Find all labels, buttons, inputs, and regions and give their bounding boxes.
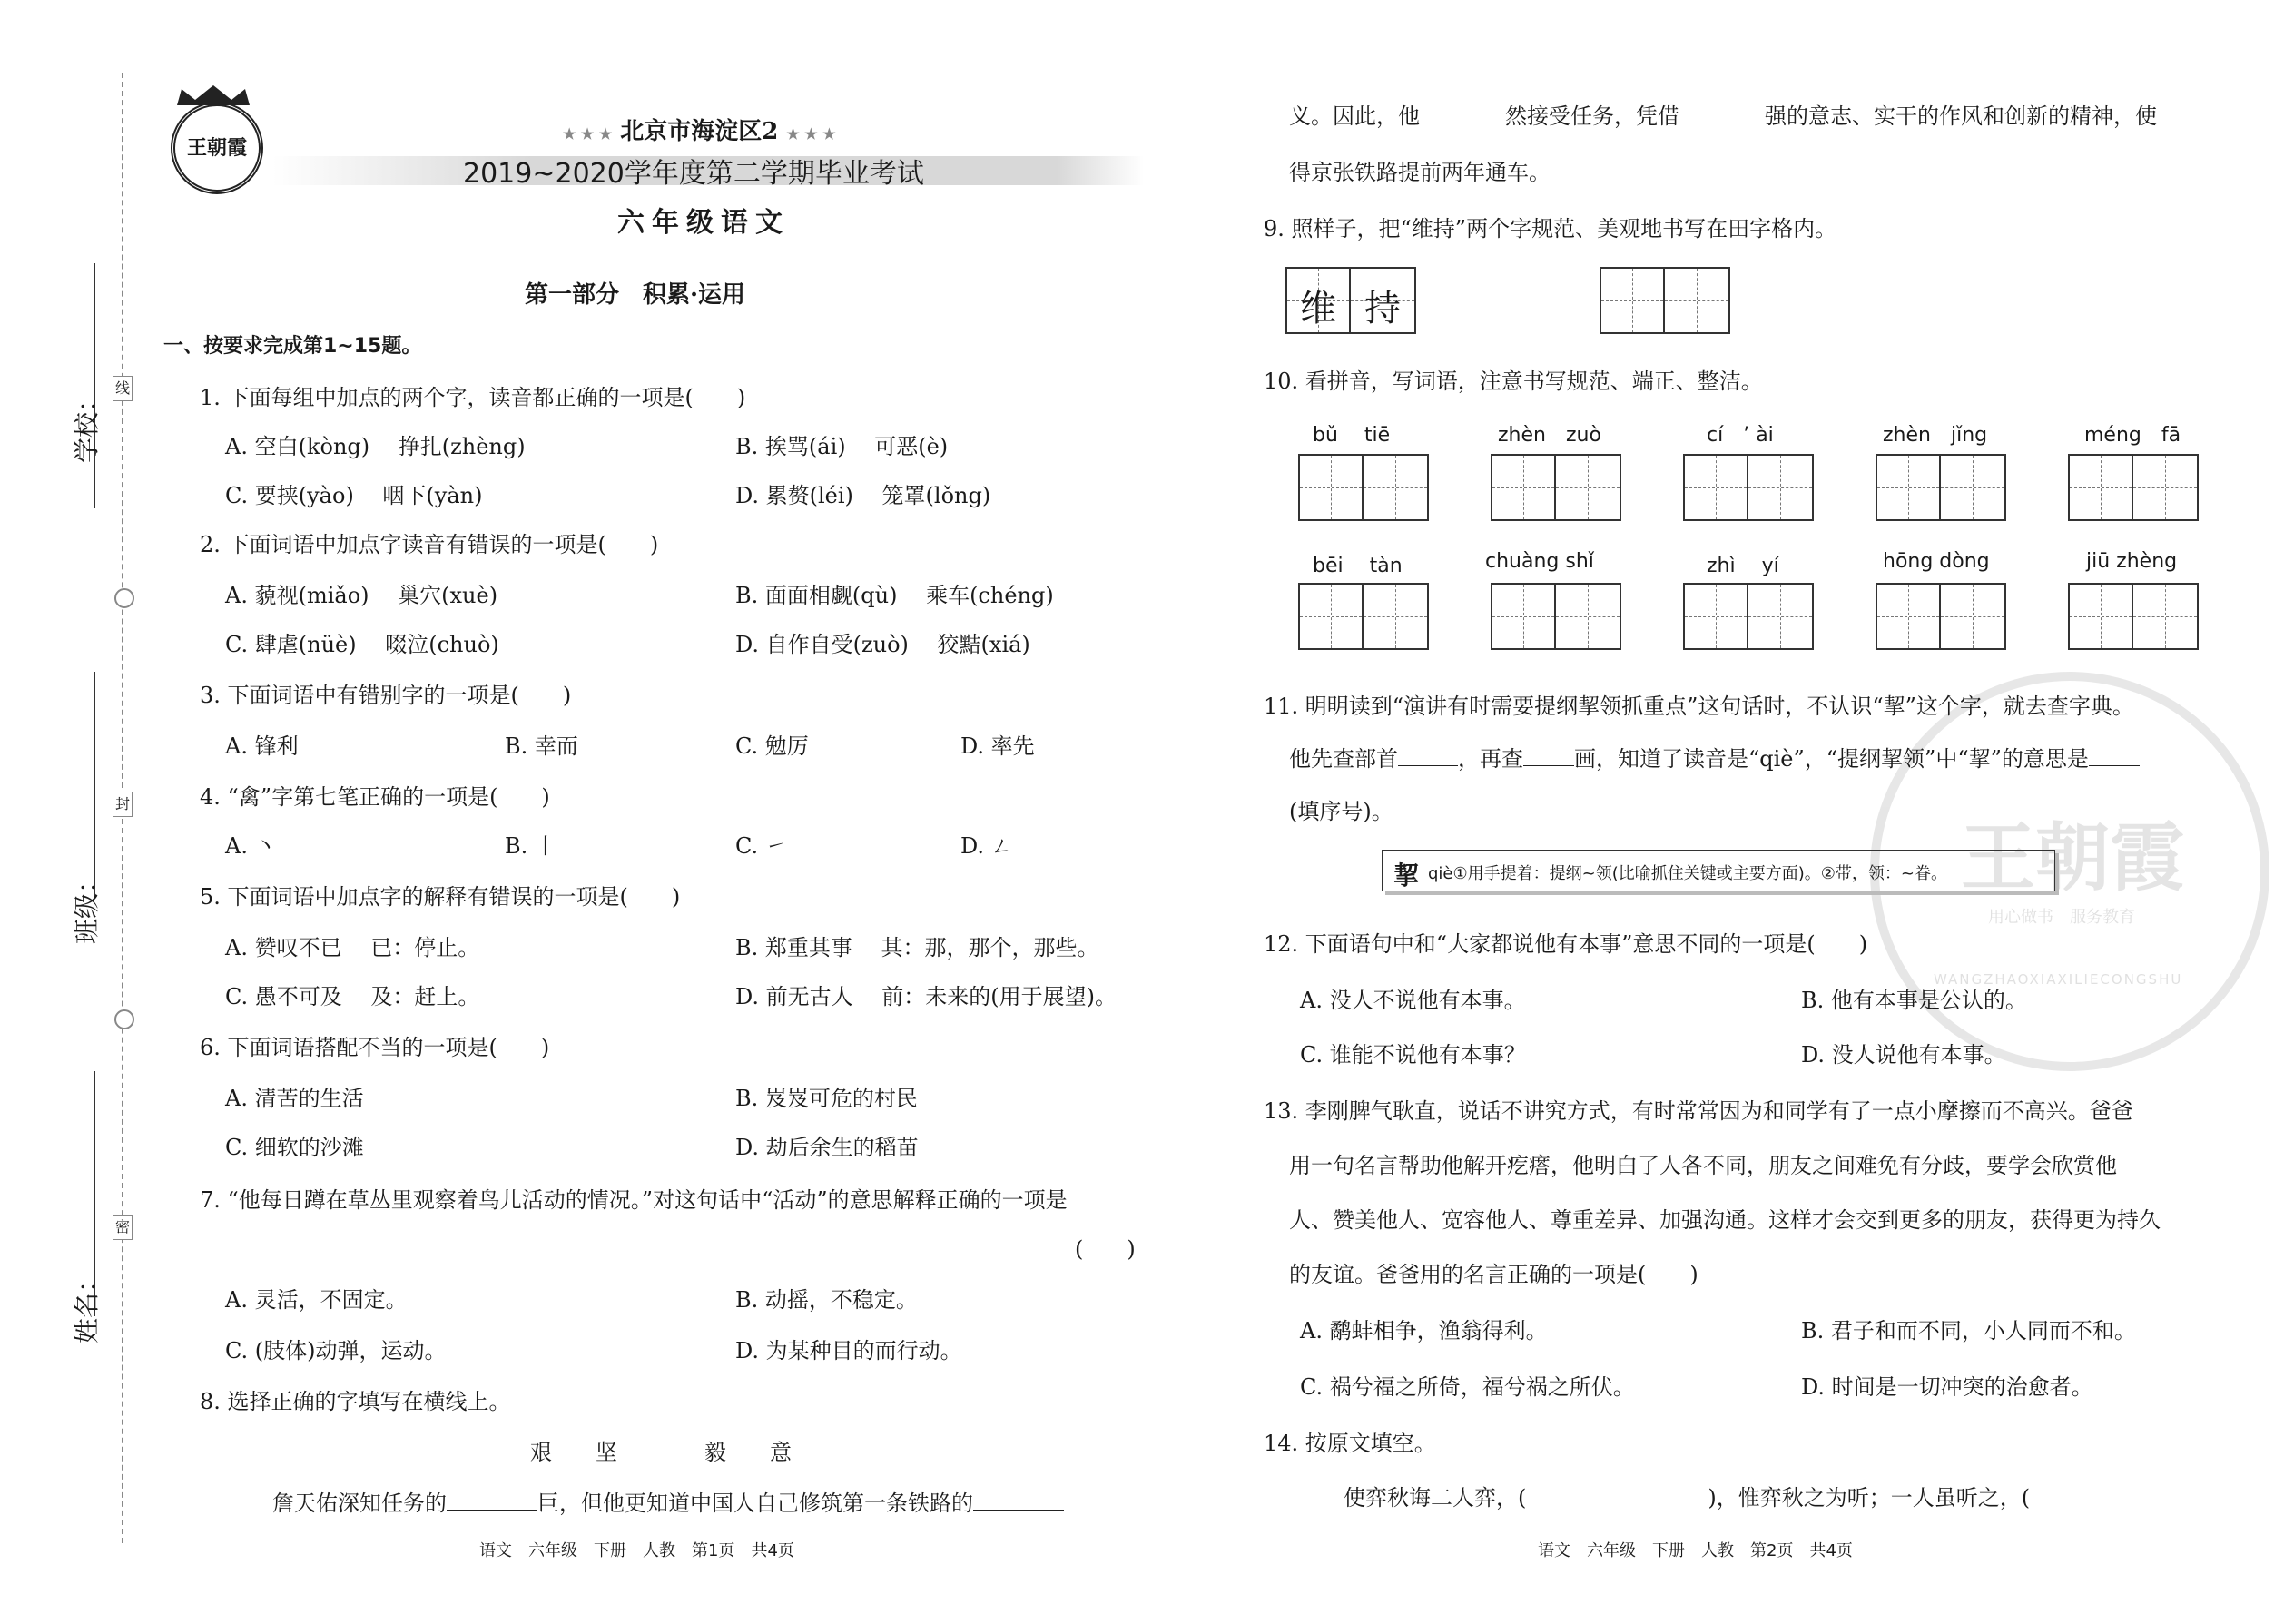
q9-sample-char-2: 持	[1364, 288, 1401, 330]
q5-option-b[interactable]: B. 郑重其事 其：那，那个，那些。	[735, 935, 1099, 960]
q2-option-a[interactable]: A. 藐视(miǎo) 巢穴(xuè)	[225, 583, 498, 608]
q10-grid-4[interactable]	[1876, 454, 2006, 521]
q11-text-b: ，再查	[1458, 746, 1523, 772]
q7-answer-paren[interactable]: ( )	[1075, 1236, 1136, 1262]
q1-option-a[interactable]: A. 空白(kòng) 挣扎(zhèng)	[225, 434, 526, 459]
exam-title: 2019~2020学年度第二学期毕业考试	[463, 158, 924, 190]
q8-blank-4[interactable]	[1679, 103, 1765, 123]
question-13-line3: 人、赞美他人、宽容他人、尊重差异、加强沟通。这样才会交到更多的朋友，获得更为持久	[1289, 1207, 2161, 1233]
region-text: 北京市海淀区2	[620, 118, 779, 145]
region-title	[563, 113, 836, 146]
q10-pinyin-4: zhèn jǐng	[1883, 424, 1988, 447]
q8-text-part2: 巨，但他更知道中国人自己修筑第一条铁路的	[537, 1491, 973, 1516]
binding-hole-icon	[114, 588, 134, 608]
q10-grid-7[interactable]	[1491, 583, 1621, 650]
q10-grid-6[interactable]	[1298, 583, 1429, 650]
part-title: 第一部分 积累·运用	[525, 281, 746, 309]
q3-option-c[interactable]: C. 勉厉	[735, 733, 809, 759]
question-5-stem: 5. 下面词语中加点字的解释有错误的一项是( )	[200, 884, 681, 910]
q10-pinyin-3: cí ’ ài	[1707, 424, 1774, 447]
q9-answer-grid[interactable]	[1600, 267, 1730, 334]
dictionary-definition: qiè①用手提着：提纲~领(比喻抓住关键或主要方面)。②带，领：~眷。	[1428, 864, 1947, 883]
q13-option-b[interactable]: B. 君子和而不同，小人同而不和。	[1801, 1318, 2136, 1343]
q13-option-c[interactable]: C. 祸兮福之所倚，福兮祸之所伏。	[1300, 1374, 1635, 1400]
q10-grid-10[interactable]	[2068, 583, 2199, 650]
q3-option-d[interactable]: D. 率先	[960, 733, 1035, 759]
q8c-text-b: 然接受任务，凭借	[1505, 103, 1679, 129]
q1-option-d[interactable]: D. 累赘(léi) 笼罩(lǒng)	[735, 483, 991, 508]
q12-option-c[interactable]: C. 谁能不说他有本事？	[1300, 1042, 1526, 1068]
q7-option-c[interactable]: C. (肢体)动弹，运动。	[225, 1338, 447, 1363]
q7-option-d[interactable]: D. 为某种目的而行动。	[735, 1338, 962, 1363]
q10-grid-9[interactable]	[1876, 583, 2006, 650]
binding-hole-icon	[114, 1009, 134, 1029]
q3-option-b[interactable]: B. 幸而	[505, 733, 578, 759]
q10-grid-5[interactable]	[2068, 454, 2199, 521]
question-3-stem: 3. 下面词语中有错别字的一项是( )	[200, 683, 572, 708]
q10-grid-2[interactable]	[1491, 454, 1621, 521]
q1-option-c[interactable]: C. 要挟(yào) 咽下(yàn)	[225, 483, 483, 508]
q14-text-a: 使弈秋诲二人弈，(	[1344, 1485, 1527, 1511]
publisher-logo: 王朝霞	[171, 102, 263, 194]
question-12-stem: 12. 下面语句中和“大家都说他有本事”意思不同的一项是( )	[1264, 931, 1868, 957]
q13-option-a[interactable]: A. 鹬蚌相争，渔翁得利。	[1300, 1318, 1548, 1343]
q2-option-b[interactable]: B. 面面相觑(qù) 乘车(chéng)	[735, 583, 1054, 608]
q8-blank-2[interactable]	[973, 1490, 1064, 1511]
q4-option-c[interactable]: C. ㇀	[735, 833, 787, 859]
subject-title: 六年级语文	[617, 207, 790, 239]
q2-option-c[interactable]: C. 肆虐(nüè) 啜泣(chuò)	[225, 632, 499, 657]
q10-pinyin-6: bēi tàn	[1313, 555, 1403, 577]
q10-pinyin-5: méng fā	[2084, 424, 2181, 447]
q6-option-b[interactable]: B. 岌岌可危的村民	[735, 1086, 918, 1111]
binding-char-xian: 线	[113, 376, 133, 401]
q3-option-a[interactable]: A. 锋利	[225, 733, 299, 759]
q10-pinyin-7: chuàng shǐ	[1485, 550, 1594, 573]
section-instruction: 一、按要求完成第1~15题。	[163, 335, 422, 358]
q7-option-b[interactable]: B. 动摇，不稳定。	[735, 1287, 918, 1313]
question-1-stem: 1. 下面每组中加点的两个字，读音都正确的一项是( )	[200, 385, 746, 410]
star-icon: ★ ★ ★	[786, 125, 836, 143]
q8-continued-line1	[1289, 98, 2157, 130]
question-11-line3: (填序号)。	[1289, 799, 1393, 824]
q10-pinyin-9: hōng dòng	[1883, 550, 1990, 573]
question-13-line2: 用一句名言帮助他解开疙瘩，他明白了人各不同，朋友之间难免有分歧，要学会欣赏他	[1289, 1153, 2117, 1178]
q2-option-d[interactable]: D. 自作自受(zuò) 狡黠(xiá)	[735, 632, 1030, 657]
question-2-stem: 2. 下面词语中加点字读音有错误的一项是( )	[200, 532, 659, 557]
q6-option-c[interactable]: C. 细软的沙滩	[225, 1135, 364, 1160]
q10-pinyin-10: jiū zhèng	[2086, 550, 2178, 573]
q9-sample-grid	[1285, 267, 1416, 334]
footer-left: 语文 六年级 下册 人教 第1页 共4页	[479, 1541, 794, 1560]
name-label: 姓名：	[72, 1266, 102, 1343]
q4-option-b[interactable]: B. 丨	[505, 833, 556, 859]
q11-text-c: 画，知道了读音是“qiè”，“提纲挈领”中“挈”的意思是	[1574, 746, 2089, 772]
q8-blank-3[interactable]	[1420, 103, 1505, 123]
binding-char-mi: 密	[113, 1215, 133, 1240]
watermark-slogan: 用心做书 服务教育	[1988, 908, 2135, 927]
question-11-line2	[1289, 741, 2140, 773]
question-13-line4: 的友谊。爸爸用的名言正确的一项是( )	[1289, 1262, 1698, 1287]
dictionary-char: 挈	[1393, 861, 1420, 891]
q11-blank-radical[interactable]	[1398, 745, 1458, 766]
q10-grid-3[interactable]	[1683, 454, 1814, 521]
q5-option-c[interactable]: C. 愚不可及 及：赶上。	[225, 984, 480, 1009]
q12-option-a[interactable]: A. 没人不说他有本事。	[1300, 988, 1526, 1013]
question-7-stem: 7. “他每日蹲在草丛里观察着鸟儿活动的情况。”对这句话中“活动”的意思解释正确的一项是	[200, 1187, 1068, 1213]
question-13-line1: 13. 李刚脾气耿直，说话不讲究方式，有时常常因为和同学有了一点小摩擦而不高兴。爸爸	[1264, 1098, 2133, 1124]
q8-paragraph-line	[272, 1485, 1064, 1517]
q8-continued-line2: 得京张铁路提前两年通车。	[1289, 160, 1551, 185]
q10-grid-1[interactable]	[1298, 454, 1429, 521]
q11-blank-strokes[interactable]	[1523, 745, 1574, 766]
q5-option-d[interactable]: D. 前无古人 前：未来的(用于展望)。	[735, 984, 1117, 1009]
q5-option-a[interactable]: A. 赞叹不已 已：停止。	[225, 935, 480, 960]
question-11-line1: 11. 明明读到“演讲有时需要提纲挈领抓重点”这句话时，不认识“挈”这个字，就去查字典。	[1264, 694, 2134, 719]
q4-option-d[interactable]: D. ㄥ	[960, 833, 1013, 859]
q6-option-a[interactable]: A. 清苦的生活	[225, 1086, 364, 1111]
footer-right: 语文 六年级 下册 人教 第2页 共4页	[1538, 1541, 1853, 1560]
q9-sample-char-1: 维	[1300, 288, 1336, 330]
crown-icon	[172, 84, 254, 113]
watermark-name: 王朝霞	[1961, 814, 2185, 901]
class-label: 班级：	[72, 867, 102, 944]
q8-blank-1[interactable]	[447, 1490, 537, 1511]
question-6-stem: 6. 下面词语搭配不当的一项是( )	[200, 1035, 550, 1060]
question-4-stem: 4. “禽”字第七笔正确的一项是( )	[200, 784, 550, 810]
q4-option-a[interactable]: A. 丶	[225, 833, 277, 859]
question-8-stem: 8. 选择正确的字填写在横线上。	[200, 1389, 511, 1414]
class-blank-line[interactable]	[94, 672, 95, 899]
q12-option-d[interactable]: D. 没人说他有本事。	[1801, 1042, 2006, 1068]
q10-grid-8[interactable]	[1683, 583, 1814, 650]
watermark-ring-text: WANGZHAOXIAXILIECONGSHU	[1934, 971, 2183, 988]
q8c-text-c: 强的意志、实干的作风和创新的精神，使	[1765, 103, 2157, 129]
star-icon: ★ ★ ★	[563, 125, 613, 143]
q12-option-b[interactable]: B. 他有本事是公认的。	[1801, 988, 2027, 1013]
school-label: 学校：	[72, 386, 102, 463]
q14-text-b: )，惟弈秋之为听；一人虽听之，(	[1708, 1485, 2031, 1511]
question-14-stem: 14. 按原文填空。	[1264, 1431, 1436, 1456]
q11-text-a: 他先查部首	[1289, 746, 1398, 772]
q14-fill-line	[1344, 1480, 2030, 1511]
q8c-text-a: 义。因此，他	[1289, 103, 1420, 129]
q13-option-d[interactable]: D. 时间是一切冲突的治愈者。	[1801, 1374, 2093, 1400]
q11-blank-meaning[interactable]	[2089, 745, 2140, 766]
q8-text-part1: 詹天佑深知任务的	[272, 1491, 447, 1516]
binding-char-feng: 封	[113, 792, 133, 817]
q10-pinyin-8: zhì yí	[1707, 555, 1779, 577]
dictionary-entry-box	[1382, 850, 2055, 891]
q1-option-b[interactable]: B. 挨骂(ái) 可恶(è)	[735, 434, 949, 459]
q8-char-choices: 艰 坚 毅 意	[530, 1440, 792, 1465]
q10-pinyin-2: zhèn zuò	[1498, 424, 1601, 447]
question-10-stem: 10. 看拼音，写词语，注意书写规范、端正、整洁。	[1264, 369, 1763, 394]
q10-pinyin-1: bǔ tiē	[1313, 424, 1391, 447]
q7-option-a[interactable]: A. 灵活，不固定。	[225, 1287, 408, 1313]
question-9-stem: 9. 照样子，把“维持”两个字规范、美观地书写在田字格内。	[1264, 216, 1837, 241]
q6-option-d[interactable]: D. 劫后余生的稻苗	[735, 1135, 919, 1160]
